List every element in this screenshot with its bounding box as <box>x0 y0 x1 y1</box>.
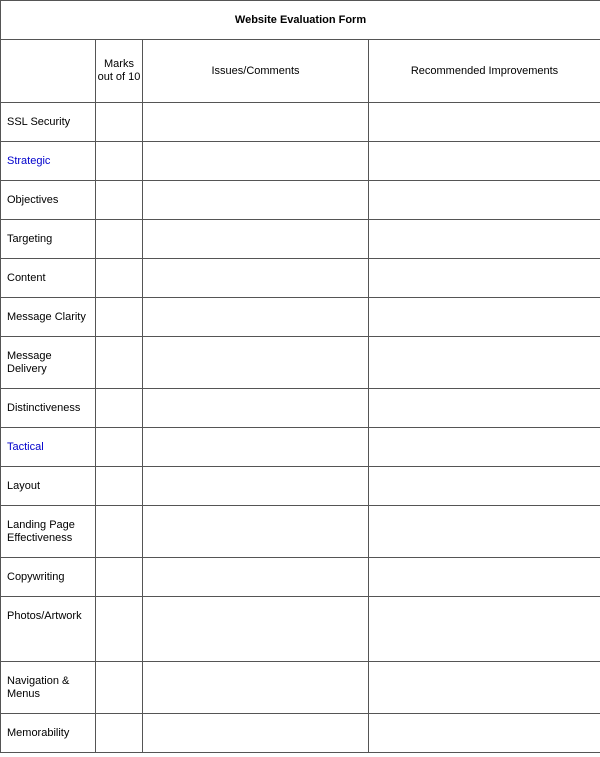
issues-cell[interactable] <box>143 467 369 506</box>
improvements-cell[interactable] <box>369 506 600 558</box>
form-title: Website Evaluation Form <box>1 1 600 40</box>
improvements-cell[interactable] <box>369 103 600 142</box>
table-row <box>1 506 600 558</box>
table-row <box>1 558 600 597</box>
criterion-label: Distinctiveness <box>1 389 96 428</box>
section-label: Strategic <box>1 142 96 181</box>
table-row <box>1 220 600 259</box>
issues-cell[interactable] <box>143 220 369 259</box>
criterion-label: Photos/Artwork <box>1 597 96 662</box>
improvements-cell[interactable] <box>369 662 600 714</box>
marks-cell[interactable] <box>96 714 143 753</box>
table-row <box>1 467 600 506</box>
improvements-cell[interactable] <box>369 558 600 597</box>
table-row <box>1 298 600 337</box>
improvements-cell[interactable] <box>369 337 600 389</box>
marks-cell[interactable] <box>96 337 143 389</box>
marks-cell[interactable] <box>96 558 143 597</box>
issues-header: Issues/Comments <box>143 40 369 103</box>
criterion-label: Copywriting <box>1 558 96 597</box>
improvements-cell[interactable] <box>369 428 600 467</box>
criterion-label: Layout <box>1 467 96 506</box>
marks-cell[interactable] <box>96 428 143 467</box>
improvements-cell[interactable] <box>369 181 600 220</box>
marks-cell[interactable] <box>96 506 143 558</box>
table-row <box>1 428 600 467</box>
title-row <box>1 1 600 40</box>
issues-cell[interactable] <box>143 558 369 597</box>
improvements-cell[interactable] <box>369 389 600 428</box>
issues-cell[interactable] <box>143 506 369 558</box>
marks-cell[interactable] <box>96 142 143 181</box>
improvements-cell[interactable] <box>369 597 600 662</box>
criterion-label: Targeting <box>1 220 96 259</box>
criterion-label: SSL Security <box>1 103 96 142</box>
issues-cell[interactable] <box>143 142 369 181</box>
improvements-cell[interactable] <box>369 298 600 337</box>
criterion-label: Memorability <box>1 714 96 753</box>
improvements-cell[interactable] <box>369 714 600 753</box>
section-label: Tactical <box>1 428 96 467</box>
marks-cell[interactable] <box>96 389 143 428</box>
criterion-label: Message Clarity <box>1 298 96 337</box>
marks-cell[interactable] <box>96 597 143 662</box>
criterion-label: Content <box>1 259 96 298</box>
table-row <box>1 389 600 428</box>
table-row <box>1 337 600 389</box>
issues-cell[interactable] <box>143 337 369 389</box>
marks-header: Marks out of 10 <box>96 40 143 103</box>
criteria-header <box>1 40 96 103</box>
marks-cell[interactable] <box>96 662 143 714</box>
criterion-label: Objectives <box>1 181 96 220</box>
header-row <box>1 40 600 103</box>
criterion-label: Message Delivery <box>1 337 96 389</box>
table-row <box>1 181 600 220</box>
criterion-label: Navigation & Menus <box>1 662 96 714</box>
issues-cell[interactable] <box>143 389 369 428</box>
improvements-header: Recommended Improvements <box>369 40 600 103</box>
issues-cell[interactable] <box>143 103 369 142</box>
table-row <box>1 142 600 181</box>
issues-cell[interactable] <box>143 181 369 220</box>
issues-cell[interactable] <box>143 662 369 714</box>
improvements-cell[interactable] <box>369 467 600 506</box>
marks-cell[interactable] <box>96 259 143 298</box>
criterion-label: Landing Page Effectiveness <box>1 506 96 558</box>
table-row <box>1 662 600 714</box>
marks-cell[interactable] <box>96 467 143 506</box>
improvements-cell[interactable] <box>369 142 600 181</box>
marks-cell[interactable] <box>96 181 143 220</box>
marks-cell[interactable] <box>96 298 143 337</box>
issues-cell[interactable] <box>143 298 369 337</box>
issues-cell[interactable] <box>143 597 369 662</box>
improvements-cell[interactable] <box>369 220 600 259</box>
issues-cell[interactable] <box>143 428 369 467</box>
issues-cell[interactable] <box>143 714 369 753</box>
table-row <box>1 259 600 298</box>
table-row <box>1 103 600 142</box>
marks-cell[interactable] <box>96 220 143 259</box>
table-row <box>1 597 600 662</box>
improvements-cell[interactable] <box>369 259 600 298</box>
table-row <box>1 714 600 753</box>
marks-cell[interactable] <box>96 103 143 142</box>
issues-cell[interactable] <box>143 259 369 298</box>
